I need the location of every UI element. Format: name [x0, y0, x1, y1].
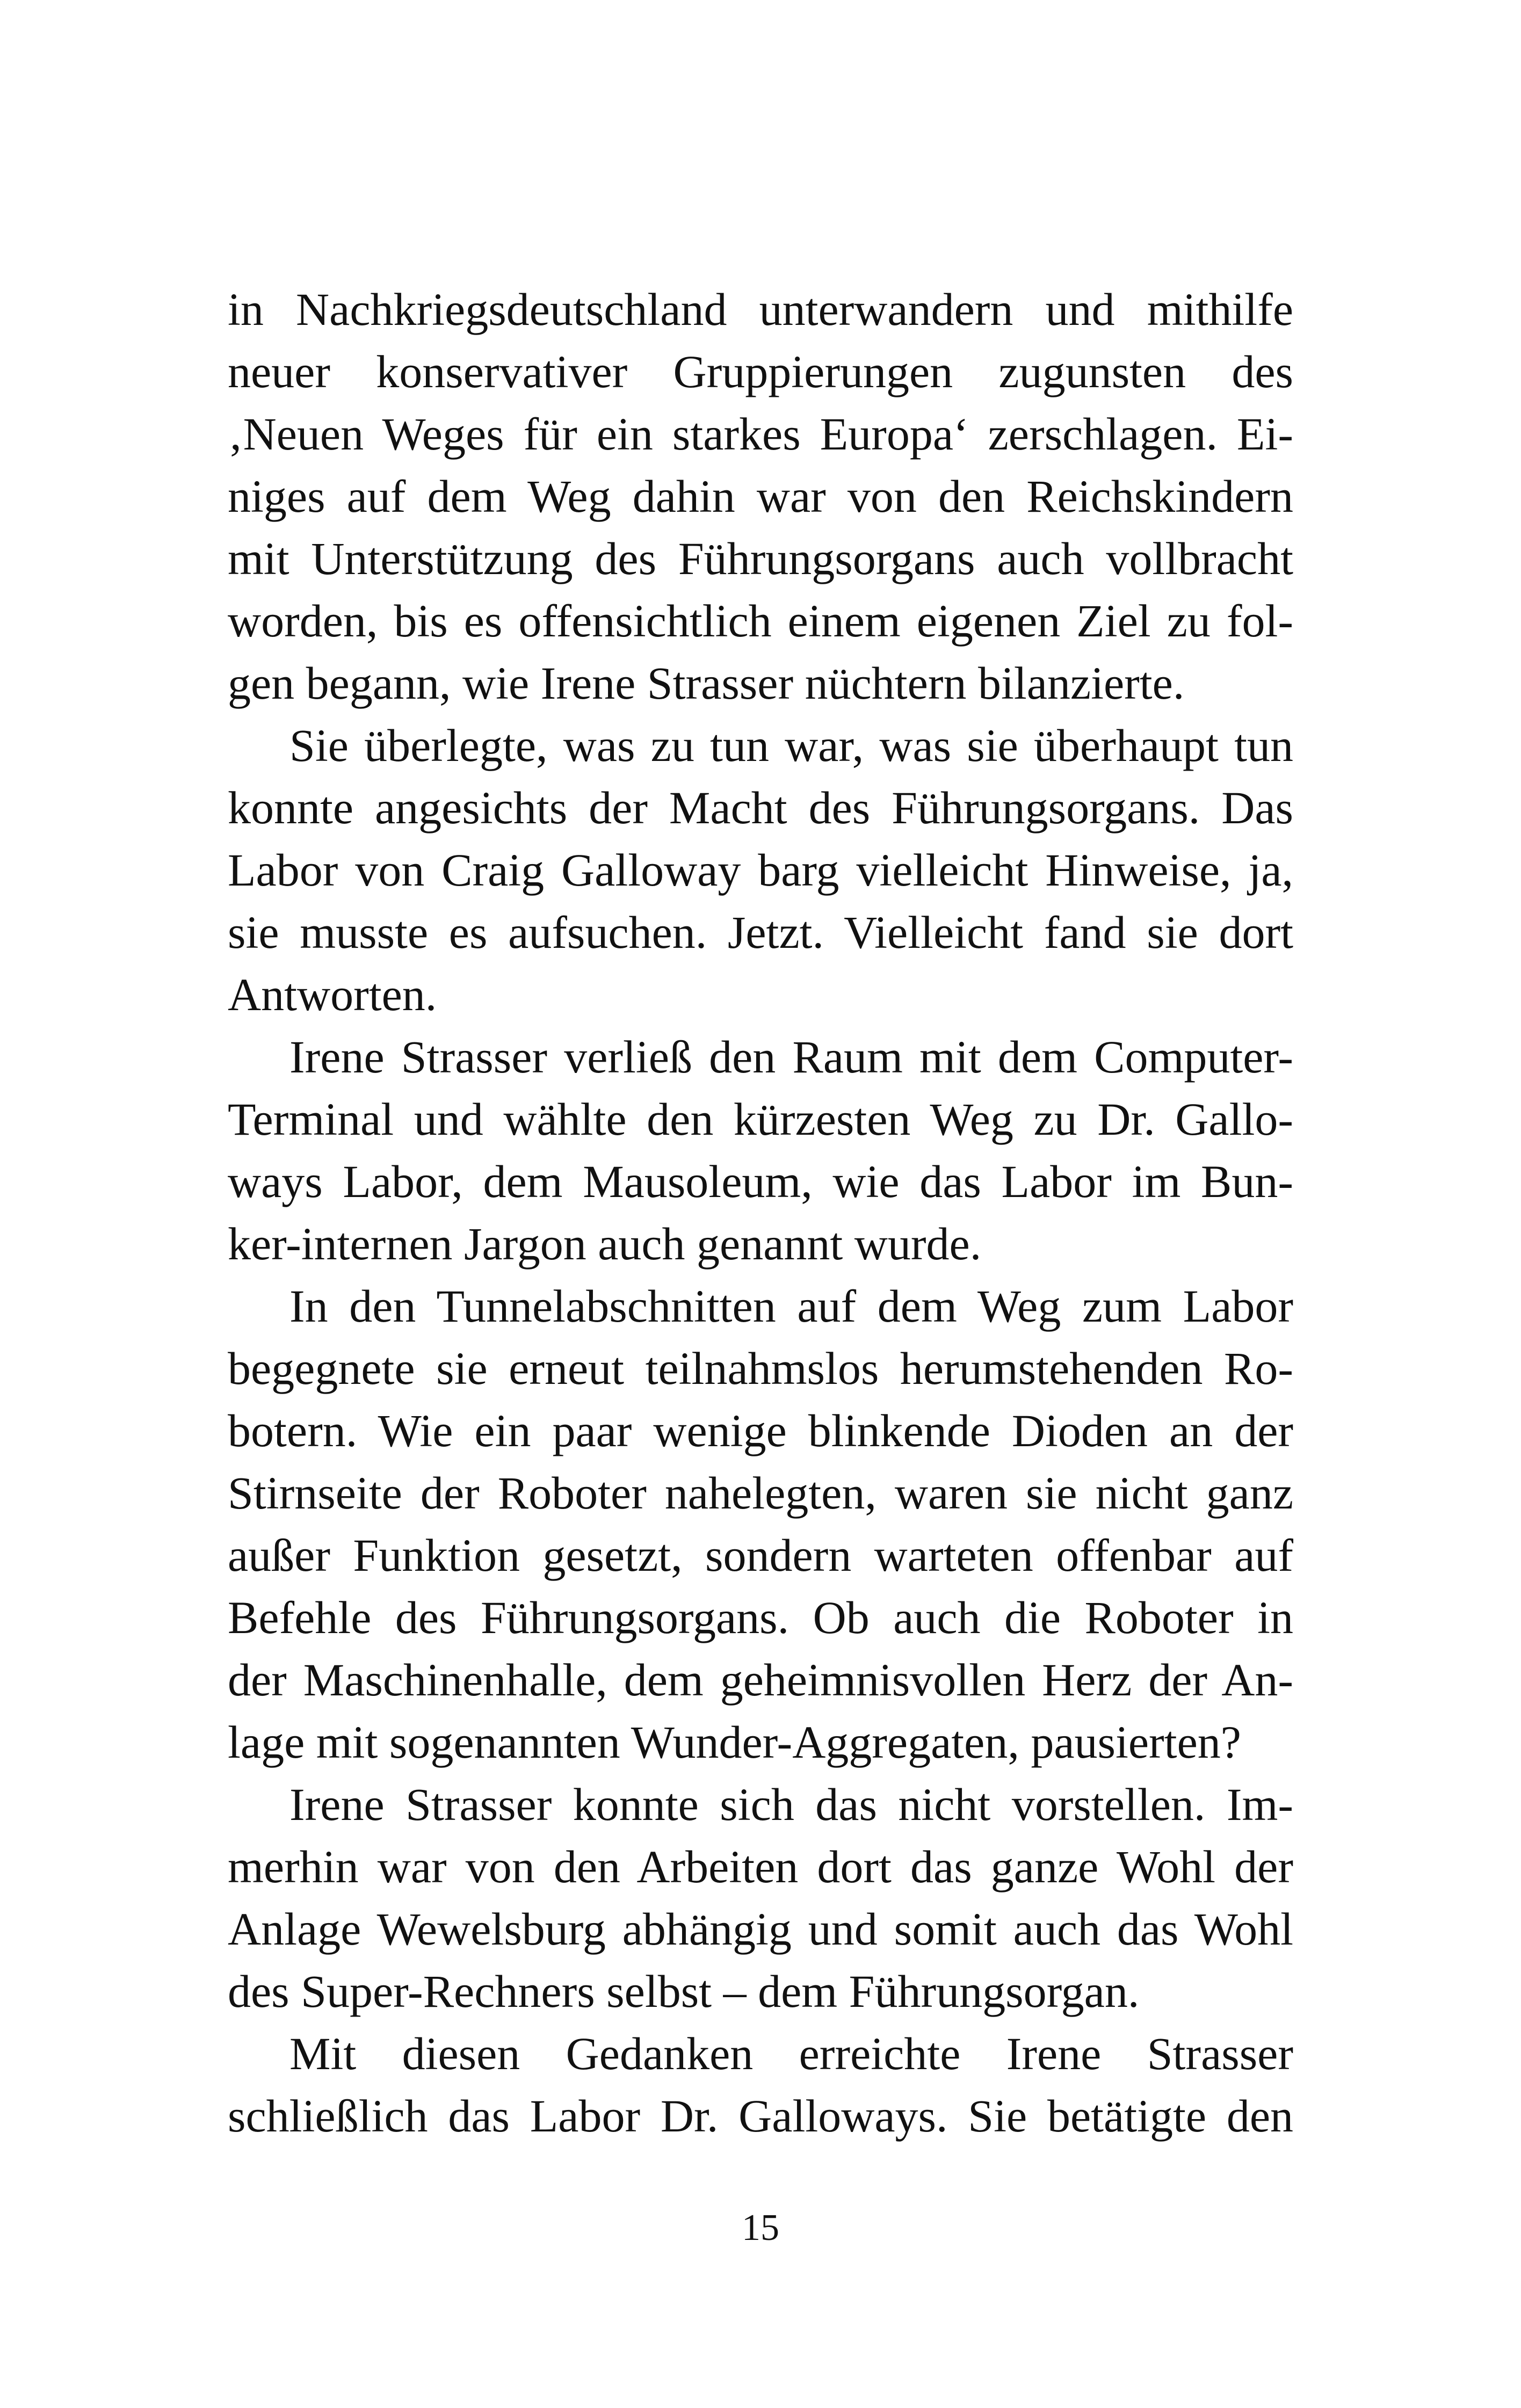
text-line: schließlich das Labor Dr. Galloways. Sie betätigte den: [228, 2090, 1293, 2142]
text-line: ker-internen Jargon auch genannt wurde.: [228, 1218, 982, 1270]
text-line: Mit diesen Gedanken erreichte Irene Strasser: [289, 2028, 1293, 2079]
text-line: Stirnseite der Roboter nahelegten, waren sie nicht ganz: [228, 1467, 1293, 1519]
text-line: Sie überlegte, was zu tun war, was sie überhaupt tun: [289, 720, 1293, 771]
text-line: Befehle des Führungsorgans. Ob auch die Roboter in: [228, 1592, 1293, 1643]
text-line: Labor von Craig Galloway barg vielleicht Hinweise, ja,: [228, 844, 1293, 896]
text-line: In den Tunnelabschnitten auf dem Weg zum Labor: [289, 1280, 1293, 1332]
text-line: der Maschinenhalle, dem geheimnisvollen Herz der An-: [228, 1654, 1293, 1706]
text-line: in Nachkriegsdeutschland unterwandern und mithilfe: [228, 284, 1293, 335]
text-line: des Super-Rechners selbst – dem Führungsorgan.: [228, 1965, 1140, 2017]
text-line: sie musste es aufsuchen. Jetzt. Vielleicht fand sie dort: [228, 906, 1293, 958]
text-line: worden, bis es offensichtlich einem eigenen Ziel zu fol-: [228, 595, 1293, 647]
text-line: Irene Strasser verließ den Raum mit dem Computer-: [289, 1031, 1293, 1083]
text-line: Anlage Wewelsburg abhängig und somit auch das Wohl: [228, 1903, 1293, 1955]
text-line: außer Funktion gesetzt, sondern warteten offenbar auf: [228, 1529, 1293, 1581]
text-line: ‚Neuen Weges für ein starkes Europa‘ zerschlagen. Ei-: [228, 408, 1293, 460]
text-line: konnte angesichts der Macht des Führungsorgans. Das: [228, 782, 1293, 833]
text-line: begegnete sie erneut teilnahmslos herumstehenden Ro-: [228, 1343, 1293, 1394]
page-number: 15: [742, 2207, 779, 2249]
text-line: Terminal und wählte den kürzesten Weg zu Dr. Gallo-: [228, 1093, 1293, 1145]
text-line: Irene Strasser konnte sich das nicht vorstellen. Im-: [289, 1779, 1293, 1830]
text-line: neuer konservativer Gruppierungen zugunsten des: [228, 346, 1293, 397]
text-line: botern. Wie ein paar wenige blinkende Dioden an der: [228, 1405, 1293, 1456]
text-line: ways Labor, dem Mausoleum, wie das Labor im Bun-: [228, 1156, 1293, 1207]
body-text: [228, 278, 1293, 2147]
text-line: mit Unterstützung des Führungsorgans auch vollbracht: [228, 533, 1293, 584]
text-line: niges auf dem Weg dahin war von den Reichskindern: [228, 470, 1293, 522]
text-line: Antworten.: [228, 969, 437, 1020]
text-line: lage mit sogenannten Wunder-Aggregaten, pausierten?: [228, 1716, 1241, 1768]
text-line: merhin war von den Arbeiten dort das ganze Wohl der: [228, 1841, 1293, 1892]
text-line: gen begann, wie Irene Strasser nüchtern bilanzierte.: [228, 657, 1185, 709]
